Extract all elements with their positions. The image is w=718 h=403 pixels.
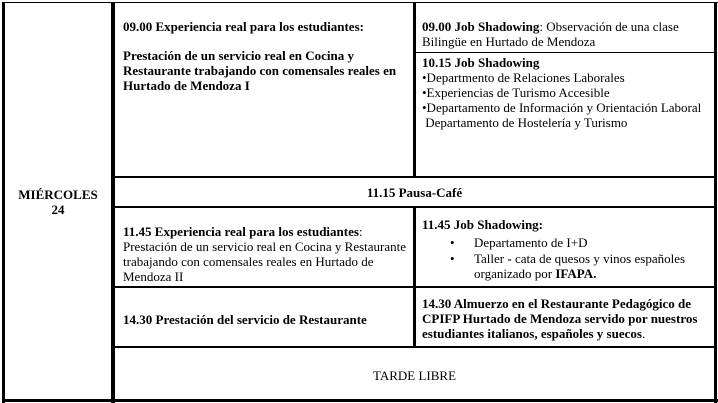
row1-right-bottom-cell <box>422 55 712 130</box>
list-item: •Experiencias de Turismo Accesible <box>422 85 610 100</box>
row1-bottom-line <box>114 176 715 178</box>
afternoon-cell: TARDE LIBRE <box>372 368 457 383</box>
row4-right-tail: . <box>641 326 646 341</box>
table-border-right <box>714 2 717 403</box>
row1-left-cell <box>123 19 409 93</box>
table-border-top <box>2 2 718 3</box>
bullet-text-rest: cata de quesos y vinos españoles organizado por <box>474 251 686 281</box>
row3-column-divider <box>413 207 416 348</box>
day-name: MIÉRCOLES <box>18 187 98 202</box>
row4-right-heading: 14.30 Almuerzo en el Restaurante Pedagógico de CPIFP Hurtado de Mendoza servido por nuestros estudiantes italianos, españoles y suecos <box>422 296 698 341</box>
row1-right-bottom-heading: 10.15 Job Shadowing <box>422 55 540 70</box>
day-number: 24 <box>51 202 65 217</box>
bullet-text-prefix: Taller <box>474 251 508 266</box>
row1-right-top-heading: 09.00 Job Shadowing <box>422 19 540 34</box>
row3-left-heading: 11.45 Experiencia real para los estudiantes <box>123 224 359 239</box>
list-item: Departamento de Hostelería y Turismo <box>422 115 628 130</box>
row3-right-heading: 11.45 Job Shadowing: <box>422 217 544 232</box>
bullet-text-org: IFAPA. <box>555 266 597 281</box>
row1-left-heading: 09.00 Experiencia real para los estudiantes: <box>123 19 364 34</box>
bullet-text: Departamento de I+D <box>474 235 588 250</box>
row4-left-cell: 14.30 Prestación del servicio de Restaurante <box>123 312 367 327</box>
row3-left-colon: : <box>358 224 363 239</box>
row1-right-top-cell <box>422 19 712 49</box>
day-cell <box>5 187 111 217</box>
bullet-icon: • <box>450 251 455 266</box>
row1-right-top-text: : Observación de una clase Bilingüe en Hurtado de Mendoza <box>422 19 679 49</box>
row1-left-body: Prestación de un servicio real en Cocina y Restaurante trabajando con comensales reales en Hurtado de Mendoza I <box>123 48 397 93</box>
row4-bottom-line <box>114 346 715 348</box>
break-cell: 11.15 Pausa-Café <box>366 185 463 200</box>
row3-bottom-line <box>114 286 715 288</box>
list-item: •Departmento de Relaciones Laborales <box>422 70 625 85</box>
row4-right-cell <box>422 296 712 341</box>
table-border-bottom <box>2 399 718 402</box>
list-item <box>450 251 712 281</box>
row3-right-cell <box>422 217 712 281</box>
list-item: •Departamento de Información y Orientación Laboral <box>422 100 702 115</box>
row1-right-divider <box>415 52 715 53</box>
list-item <box>450 235 712 250</box>
bullet-text-dash: - <box>507 251 512 266</box>
row1-column-divider <box>413 2 416 177</box>
bullet-icon: • <box>450 235 455 250</box>
day-column-divider <box>111 2 115 403</box>
row3-left-body: Prestación de un servicio real en Cocina y Restaurante trabajando con comensales reales en Hurtado de Mendoza II <box>123 239 407 284</box>
row3-left-cell <box>123 224 409 284</box>
